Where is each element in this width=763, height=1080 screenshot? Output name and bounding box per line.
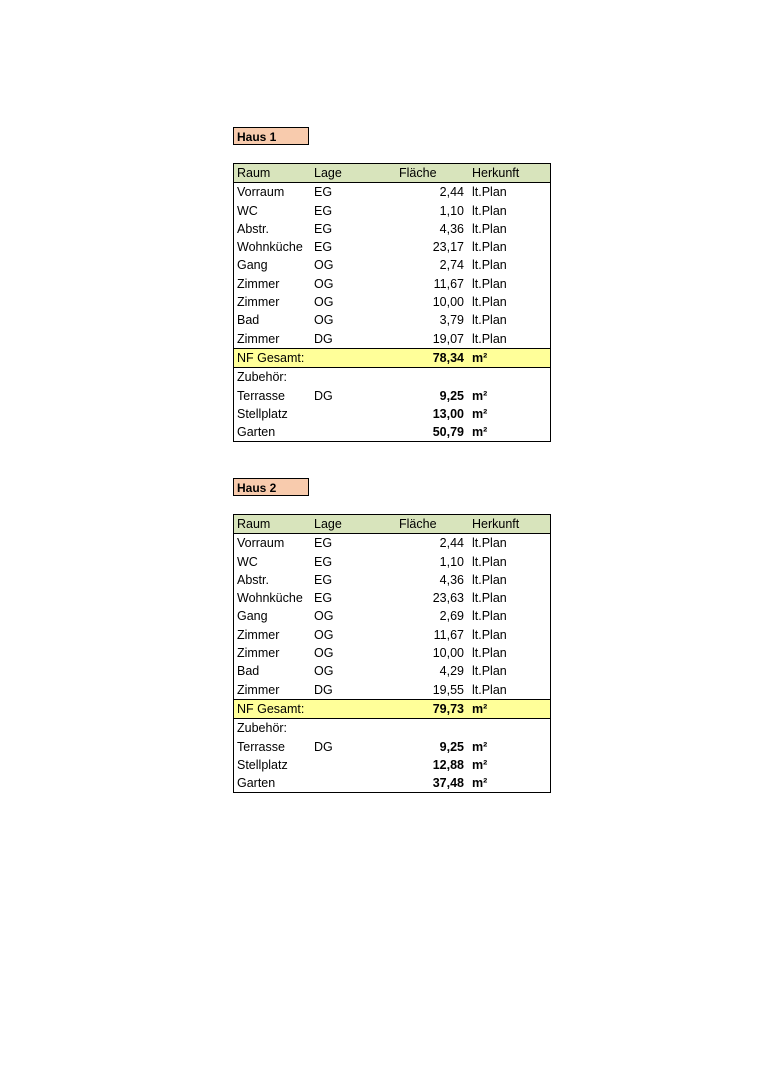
room-name: Zimmer bbox=[237, 331, 280, 346]
room-name: Vorraum bbox=[237, 185, 285, 200]
total-value: 78,34 bbox=[432, 350, 464, 365]
extra-floor: DG bbox=[314, 739, 333, 754]
room-floor: OG bbox=[314, 664, 334, 679]
room-area: 10,00 bbox=[432, 646, 464, 661]
room-source: lt.Plan bbox=[472, 572, 507, 587]
table-row bbox=[234, 644, 550, 662]
total-row bbox=[234, 348, 550, 368]
room-name: Abstr. bbox=[237, 572, 269, 587]
room-source: lt.Plan bbox=[472, 185, 507, 200]
extras-row bbox=[234, 423, 550, 441]
room-area: 19,07 bbox=[432, 331, 464, 346]
room-name: Zimmer bbox=[237, 646, 280, 661]
extra-floor: DG bbox=[314, 388, 333, 403]
table-row bbox=[234, 238, 550, 256]
room-floor: EG bbox=[314, 536, 333, 551]
table-row bbox=[234, 607, 550, 625]
table-row bbox=[234, 202, 550, 220]
table-row bbox=[234, 681, 550, 699]
room-area: 4,36 bbox=[439, 572, 464, 587]
room-area: 2,44 bbox=[439, 536, 464, 551]
extras-row bbox=[234, 405, 550, 423]
room-source: lt.Plan bbox=[472, 203, 507, 218]
table-header-row bbox=[234, 515, 550, 534]
total-unit: m² bbox=[472, 701, 488, 716]
room-source: lt.Plan bbox=[472, 664, 507, 679]
extras-label-row bbox=[234, 368, 550, 386]
extra-unit: m² bbox=[472, 739, 488, 754]
house-title: Haus 1 bbox=[233, 127, 309, 145]
room-source: lt.Plan bbox=[472, 295, 507, 310]
extra-floor bbox=[311, 423, 371, 441]
extra-area: 13,00 bbox=[432, 406, 464, 421]
room-name: Bad bbox=[237, 313, 260, 328]
room-floor: EG bbox=[314, 591, 333, 606]
total-value: 79,73 bbox=[432, 701, 464, 716]
extras-row bbox=[234, 387, 550, 405]
extra-unit: m² bbox=[472, 776, 488, 791]
extras-label-row bbox=[234, 719, 550, 737]
total-empty bbox=[311, 349, 371, 367]
room-area: 2,69 bbox=[439, 609, 464, 624]
extra-area: 9,25 bbox=[439, 388, 464, 403]
room-source: lt.Plan bbox=[472, 536, 507, 551]
room-name: Gang bbox=[237, 609, 268, 624]
column-header: Herkunft bbox=[472, 517, 520, 531]
room-area: 2,44 bbox=[439, 185, 464, 200]
house-2-section bbox=[233, 478, 551, 793]
extra-floor bbox=[311, 756, 371, 774]
room-source: lt.Plan bbox=[472, 313, 507, 328]
total-label: NF Gesamt: bbox=[237, 701, 305, 716]
room-floor: OG bbox=[314, 258, 334, 273]
extras-label: Zubehör: bbox=[237, 721, 288, 736]
table-row bbox=[234, 330, 550, 348]
table-row bbox=[234, 275, 550, 293]
room-floor: EG bbox=[314, 185, 333, 200]
room-name: WC bbox=[237, 554, 258, 569]
room-floor: EG bbox=[314, 221, 333, 236]
column-header: Herkunft bbox=[472, 166, 520, 180]
room-area: 19,55 bbox=[432, 682, 464, 697]
table-row bbox=[234, 534, 550, 552]
room-area: 11,67 bbox=[433, 276, 464, 291]
table-row bbox=[234, 311, 550, 329]
column-header: Lage bbox=[314, 166, 342, 180]
room-area: 4,29 bbox=[439, 664, 464, 679]
room-floor: OG bbox=[314, 276, 334, 291]
extra-floor bbox=[311, 405, 371, 423]
total-empty bbox=[311, 700, 371, 718]
room-source: lt.Plan bbox=[472, 591, 507, 606]
room-floor: EG bbox=[314, 203, 333, 218]
room-source: lt.Plan bbox=[472, 609, 507, 624]
room-floor: EG bbox=[314, 572, 333, 587]
table-row bbox=[234, 626, 550, 644]
room-source: lt.Plan bbox=[472, 331, 507, 346]
extra-unit: m² bbox=[472, 757, 488, 772]
room-area: 23,17 bbox=[432, 240, 464, 255]
table-row bbox=[234, 662, 550, 680]
room-source: lt.Plan bbox=[472, 646, 507, 661]
room-name: Abstr. bbox=[237, 221, 269, 236]
room-name: Zimmer bbox=[237, 627, 280, 642]
area-table bbox=[233, 163, 551, 442]
room-area: 4,36 bbox=[439, 221, 464, 236]
extra-floor bbox=[311, 774, 371, 792]
total-unit: m² bbox=[472, 350, 488, 365]
column-header: Lage bbox=[314, 517, 342, 531]
extras-row bbox=[234, 756, 550, 774]
extra-area: 37,48 bbox=[432, 776, 464, 791]
room-source: lt.Plan bbox=[472, 276, 507, 291]
extra-name: Terrasse bbox=[237, 388, 285, 403]
extra-area: 9,25 bbox=[439, 739, 464, 754]
extra-name: Stellplatz bbox=[237, 757, 288, 772]
extra-name: Terrasse bbox=[237, 739, 285, 754]
room-floor: OG bbox=[314, 646, 334, 661]
room-source: lt.Plan bbox=[472, 240, 507, 255]
extra-name: Garten bbox=[237, 776, 276, 791]
column-header: Raum bbox=[237, 517, 271, 531]
room-name: Bad bbox=[237, 664, 260, 679]
room-area: 2,74 bbox=[439, 258, 464, 273]
room-area: 11,67 bbox=[433, 627, 464, 642]
extra-unit: m² bbox=[472, 388, 488, 403]
extras-row bbox=[234, 774, 550, 792]
extras-label: Zubehör: bbox=[237, 370, 288, 385]
extra-unit: m² bbox=[472, 406, 488, 421]
table-row bbox=[234, 220, 550, 238]
room-floor: OG bbox=[314, 295, 334, 310]
column-header: Fläche bbox=[399, 517, 437, 531]
room-source: lt.Plan bbox=[472, 627, 507, 642]
extra-unit: m² bbox=[472, 425, 488, 440]
table-row bbox=[234, 589, 550, 607]
total-row bbox=[234, 699, 550, 719]
room-name: Gang bbox=[237, 258, 268, 273]
room-name: Zimmer bbox=[237, 276, 280, 291]
room-name: Vorraum bbox=[237, 536, 285, 551]
table-row bbox=[234, 293, 550, 311]
room-source: lt.Plan bbox=[472, 258, 507, 273]
area-table bbox=[233, 514, 551, 793]
table-header-row bbox=[234, 164, 550, 183]
room-floor: EG bbox=[314, 240, 333, 255]
room-floor: EG bbox=[314, 554, 333, 569]
room-area: 23,63 bbox=[432, 591, 464, 606]
room-name: Zimmer bbox=[237, 295, 280, 310]
extra-area: 12,88 bbox=[432, 757, 464, 772]
column-header: Raum bbox=[237, 166, 271, 180]
extra-name: Stellplatz bbox=[237, 406, 288, 421]
room-floor: OG bbox=[314, 609, 334, 624]
table-row bbox=[234, 256, 550, 274]
room-floor: DG bbox=[314, 682, 333, 697]
room-source: lt.Plan bbox=[472, 682, 507, 697]
room-area: 1,10 bbox=[439, 554, 464, 569]
house-title: Haus 2 bbox=[233, 478, 309, 496]
room-name: Zimmer bbox=[237, 682, 280, 697]
room-source: lt.Plan bbox=[472, 554, 507, 569]
table-row bbox=[234, 183, 550, 201]
room-area: 1,10 bbox=[439, 203, 464, 218]
column-header: Fläche bbox=[399, 166, 437, 180]
total-label: NF Gesamt: bbox=[237, 350, 305, 365]
room-name: Wohnküche bbox=[237, 591, 303, 606]
room-name: WC bbox=[237, 203, 258, 218]
house-1-section bbox=[233, 127, 551, 442]
room-name: Wohnküche bbox=[237, 240, 303, 255]
room-area: 3,79 bbox=[439, 313, 464, 328]
room-source: lt.Plan bbox=[472, 221, 507, 236]
extra-name: Garten bbox=[237, 425, 276, 440]
extras-row bbox=[234, 738, 550, 756]
room-floor: DG bbox=[314, 331, 333, 346]
room-floor: OG bbox=[314, 627, 334, 642]
room-floor: OG bbox=[314, 313, 334, 328]
table-row bbox=[234, 553, 550, 571]
extra-area: 50,79 bbox=[432, 425, 464, 440]
table-row bbox=[234, 571, 550, 589]
room-area: 10,00 bbox=[432, 295, 464, 310]
